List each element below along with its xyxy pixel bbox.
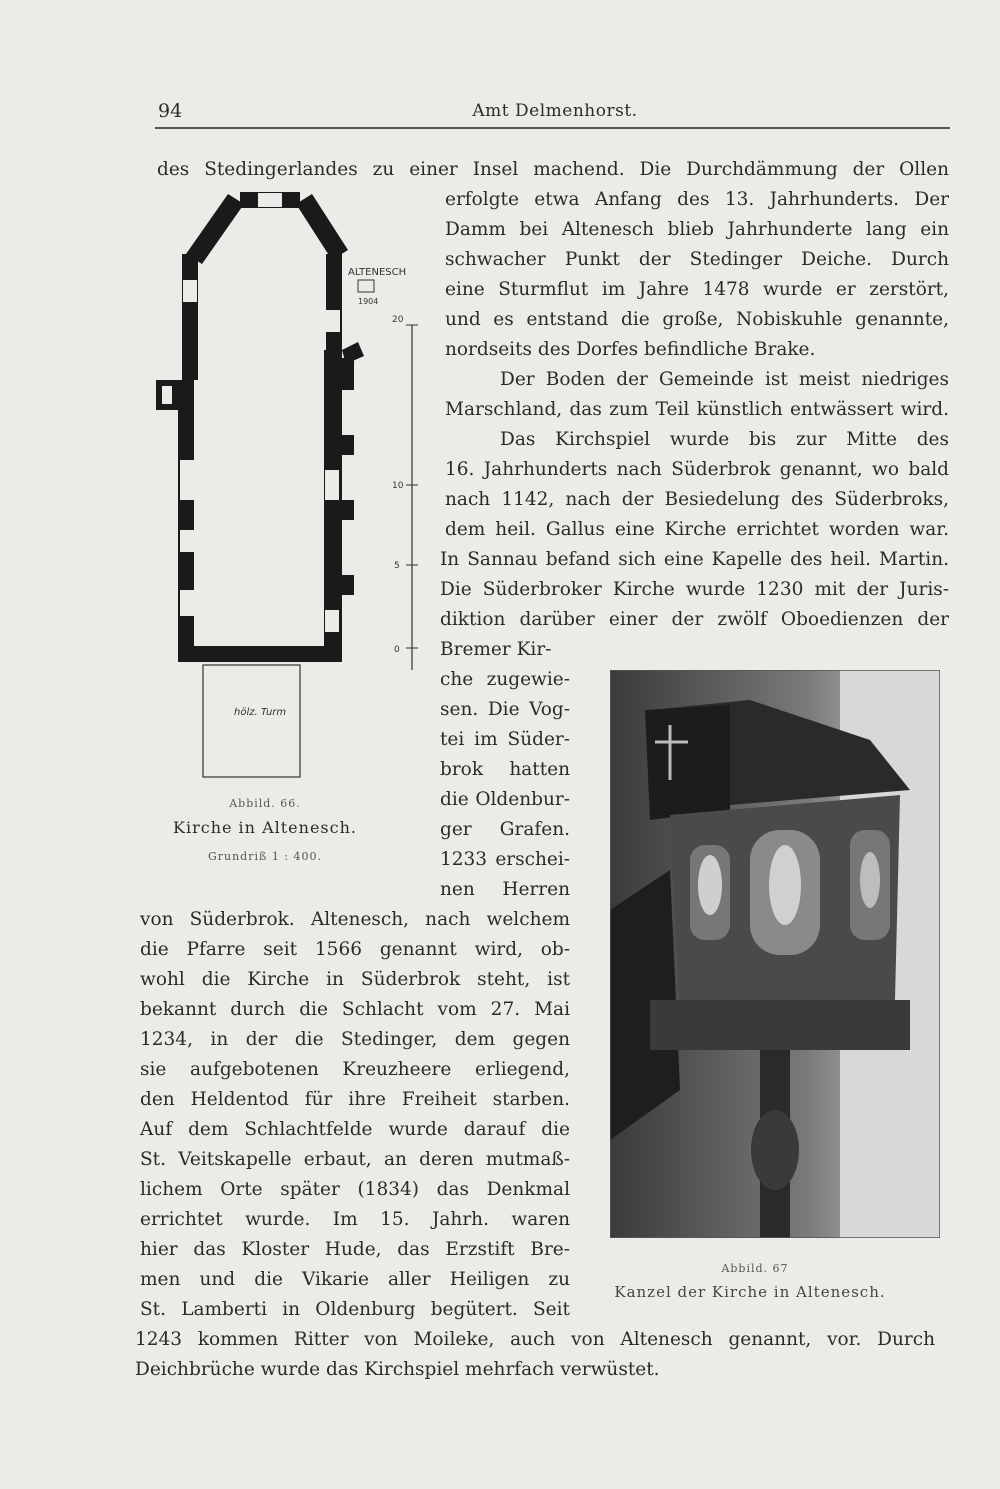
plan-wall-east-upper — [326, 254, 342, 360]
figure-67-label: Abbild. 67 — [721, 1262, 789, 1275]
plan-scale-label-10: 10 — [392, 481, 404, 491]
plan-scale-label-20: 20 — [392, 315, 404, 325]
plan-buttress — [342, 342, 364, 364]
text-line: eine Sturmflut im Jahre 1478 wurde er zerstört, — [445, 279, 949, 300]
text-line: Das Kirchspiel wurde bis zur Mitte des — [500, 429, 949, 450]
text-line: 1233 erschei- — [440, 849, 570, 870]
text-line: In Sannau befand sich eine Kapelle des heil. Martin. — [440, 549, 949, 570]
plan-buttress — [342, 500, 354, 520]
plan-stamp-box — [358, 280, 374, 292]
text-line: Bremer Kir- — [440, 639, 552, 660]
text-line: des Stedingerlandes zu einer Insel machend. Die Durchdämmung der Ollen — [157, 159, 949, 180]
text-line: dem heil. Gallus eine Kirche errichtet worden war. — [445, 519, 949, 540]
text-line: Der Boden der Gemeinde ist meist niedriges — [500, 369, 949, 390]
text-line: diktion darüber einer der zwölf Oboedienzen der — [440, 609, 949, 630]
text-line: errichtet wurde. Im 15. Jahrh. waren — [140, 1209, 570, 1230]
text-line: Deichbrüche wurde das Kirchspiel mehrfach verwüstet. — [135, 1359, 660, 1380]
plan-wall-west-upper — [182, 254, 198, 380]
text-line: nach 1142, nach der Besiedelung des Süderbroks, — [445, 489, 949, 510]
text-line: und es entstand die große, Nobiskuhle genannte, — [445, 309, 949, 330]
text-line: St. Veitskapelle erbaut, an deren mutmaß- — [140, 1149, 570, 1170]
text-line: erfolgte etwa Anfang des 13. Jahrhunderts. Der — [445, 189, 949, 210]
running-title: Amt Delmenhorst. — [472, 101, 638, 121]
text-line: Marschland, das zum Teil künstlich entwässert wird. — [445, 399, 949, 420]
figure-66-subtitle: Grundriß 1 : 400. — [207, 850, 323, 863]
text-line: hier das Kloster Hude, das Erzstift Bre- — [140, 1239, 570, 1260]
text-line: brok hatten — [440, 759, 570, 780]
text-line: die Pfarre seit 1566 genannt wird, ob- — [140, 939, 570, 960]
text-line: 1234, in der die Stedinger, dem gegen — [140, 1029, 570, 1050]
plan-wall-apse-right — [296, 194, 348, 260]
text-line: lichem Orte später (1834) das Denkmal — [140, 1179, 570, 1200]
plan-stamp-year: 1904 — [358, 297, 379, 306]
text-line: die Oldenbur- — [440, 789, 570, 810]
text-line: nen Herren — [440, 879, 570, 900]
plan-wall-apse-left — [186, 194, 244, 264]
text-line: Damm bei Altenesch blieb Jahrhunderte lang ein — [445, 219, 949, 240]
header-rule — [155, 127, 950, 129]
text-line: von Süderbrok. Altenesch, nach welchem — [140, 909, 570, 930]
figure-66-title: Kirche in Altenesch. — [173, 818, 357, 837]
text-line: 16. Jahrhunderts nach Süderbrok genannt, wo bald — [445, 459, 949, 480]
figure-67-title: Kanzel der Kirche in Altenesch. — [614, 1283, 886, 1301]
plan-buttress — [342, 435, 354, 455]
text-line: St. Lamberti in Oldenburg begütert. Seit — [140, 1299, 570, 1320]
plan-stamp-text: ALTENESCH — [348, 267, 407, 278]
text-line: nordseits des Dorfes befindliche Brake. — [445, 339, 816, 360]
text-line: sen. Die Vog- — [440, 699, 570, 720]
text-line: wohl die Kirche in Süderbrok steht, ist — [140, 969, 570, 990]
plan-scale-label-5: 5 — [394, 561, 400, 571]
text-line: che zugewie- — [440, 669, 570, 690]
text-line: bekannt durch die Schlacht vom 27. Mai — [140, 999, 570, 1020]
plan-buttress — [342, 575, 354, 595]
text-line: Auf dem Schlachtfelde wurde darauf die — [140, 1119, 570, 1140]
pulpit-photograph — [610, 670, 940, 1238]
text-line: tei im Süder- — [440, 729, 570, 750]
plan-tower-outline — [203, 665, 300, 777]
page-number: 94 — [158, 100, 183, 122]
plan-wall-west-lower — [178, 380, 194, 658]
church-floor-plan-figure — [150, 180, 440, 790]
figure-66-label: Abbild. 66. — [229, 797, 301, 810]
text-line: Die Süderbroker Kirche wurde 1230 mit der Juris- — [440, 579, 949, 600]
text-line: den Heldentod für ihre Freiheit starben. — [140, 1089, 570, 1110]
plan-tower-note: hölz. Turm — [234, 707, 287, 718]
plan-scale-label-0: 0 — [394, 645, 400, 655]
text-line: schwacher Punkt der Stedinger Deiche. Durch — [445, 249, 949, 270]
text-line: sie aufgebotenen Kreuzheere erliegend, — [140, 1059, 570, 1080]
text-line: 1243 kommen Ritter von Moileke, auch von Altenesch genannt, vor. Durch — [135, 1329, 935, 1350]
plan-wall-south — [178, 646, 342, 662]
text-line: men und die Vikarie aller Heiligen zu — [140, 1269, 570, 1290]
text-line: ger Grafen. — [440, 819, 570, 840]
